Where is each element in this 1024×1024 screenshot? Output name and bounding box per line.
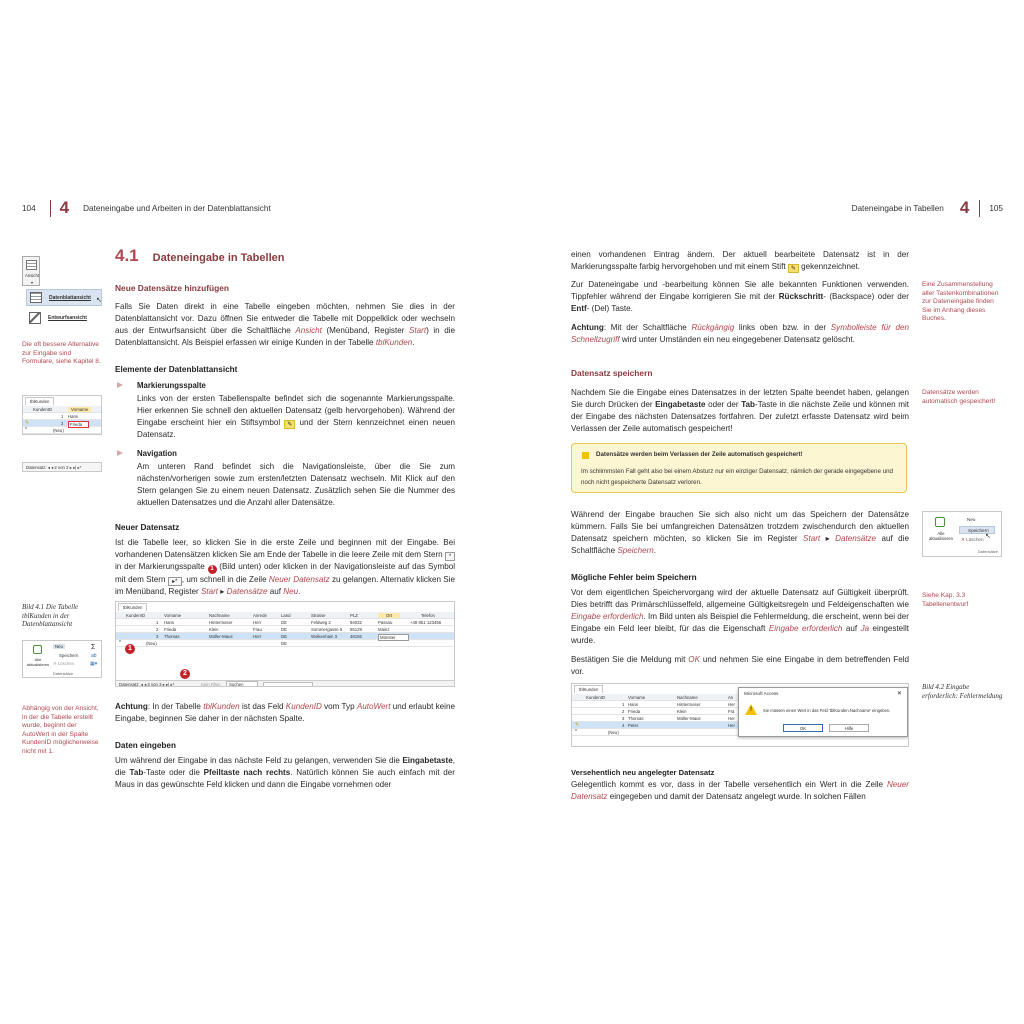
heading-datensatz-speichern: Datensatz speichern [571,368,653,378]
cell: Wolkenhain 3 [311,634,337,639]
text: - (Del) Taste. [586,303,633,313]
delete-record-label: ✕ Löschen [53,661,75,666]
text: Start [200,586,219,596]
text: auf [842,623,861,633]
col-header: Nachname [677,695,698,700]
header-divider [979,200,980,217]
section-number: 4.1 [115,246,139,265]
chapter-title-left: Dateneingabe und Arbeiten in der Datenblattansicht [83,203,271,213]
text: . [298,586,301,596]
text: . Natürlich können Sie auch einfach mit der Maus in das gewünschte Feld klicken und dann die Eingabe vornehmen oder [115,767,455,789]
text: ▸ [820,533,836,543]
text: Falls Sie Daten direkt in eine Tabelle eingeben möchten, nehmen Sie dies in der Datenblattansicht vor. Dazu öffnen Sie entweder die Tabelle mit Doppelklick oder wechseln aus der Entwurfsansicht über die Schaltfläche [115,302,455,335]
text: , die [115,756,455,777]
error-message-screenshot [571,683,909,747]
text: KundenID [285,702,322,711]
text: OK [688,655,700,664]
text: eingestellt wurde. [571,623,910,645]
close-icon[interactable]: ✕ [896,691,902,697]
text: Vor dem eigentlichen Speichervorgang wird der aktuelle Datensatz auf Gültigkeit überprüft. Dies betrifft das Primärschlüsselfeld, allgemeine Gültigkeitsregeln und Feldeigenschaften wie [571,588,909,609]
note-square-icon [582,452,589,459]
col-header: Vorname [164,613,182,618]
cell: DE [281,627,287,632]
col-header: Anrede [253,613,267,618]
table-row [23,413,101,420]
cell: Frieda [164,627,177,632]
text: Nachdem Sie die Eingabe eines Datensatzes in der letzten Spalte beendet haben, gelangen Sie durch Drücken der [571,388,909,409]
chevron-down-icon: ▾ [30,280,33,285]
menu-label: Datenblattansicht [49,295,91,301]
cell: 2 [61,421,64,426]
text: Eingabetaste [402,756,453,765]
menu-item-datenblattansicht [26,289,102,306]
text: Eingabe erforderlich [571,611,644,621]
bullet-title: Navigation [137,449,177,458]
datasheet-icon [30,292,42,303]
text: Neuer Datensatz [268,574,330,584]
dialog-title: Microsoft Access [744,691,779,696]
marker-1: 1 [208,565,217,574]
chapter-number-right: 4 [959,198,970,217]
text: : In der Tabelle [147,702,204,711]
figure-caption-4-2: Bild 4.2 Eingabe erforderlich: Fehlermeldung [922,683,1003,700]
text: (Menüband, Register [321,325,409,335]
bullet-title: Markierungsspalte [137,381,206,390]
menu-label: Entwurfsansicht [48,315,87,321]
paragraph-intro [115,301,455,349]
text: Pfeiltaste nach rechts [203,767,291,777]
cell: 3 [622,716,625,721]
pencil-icon: ✎ [575,722,580,728]
text: und erlaubt keine Eingabe, beginnen Sie daher in der nächsten Spalte. [115,702,455,723]
text: ) in die Datenblattansicht. Als Beispiel erfassen wir einige Kunden in der Tabelle [115,325,455,347]
cell: 1 [61,414,64,419]
view-menu-screenshot [22,256,104,332]
text: ▸ [218,586,227,596]
text: tblKunden [375,337,413,347]
text: Datensätze [226,586,268,596]
text: Rückschritt [778,291,824,301]
text: Zur Dateneingabe und -bearbeitung können Sie alle bekannten Funktionen verwenden. Tippfehler während der Eingabe korrigieren Sie mit der [571,280,909,301]
error-dialog [738,687,908,737]
ansicht-button [22,256,40,286]
text: Links von der ersten Tabellenspalte befindet sich die sogenannte Markierungsspalte. Hier erkennen Sie schnell den aktuellen Datensatz (gelb hervorgehoben). Während der Eingabe erscheint hier ein Stiftsymbol [137,394,455,427]
header-divider [50,200,51,217]
text: eingegeben und damit der Datensatz angelegt wurde. In solchen Fällen [607,791,866,801]
text: (Bild unten) oder klicken in der Navigationsleiste auf das Symbol mit dem Stern [115,561,455,584]
table-row-new [116,640,454,647]
col-header: KundenID [126,613,146,618]
page-number-right: 105 [989,203,1003,213]
paragraph-speichern-2 [571,509,909,557]
delete-label: Löschen [57,661,75,666]
cell: Herr [253,634,262,639]
text: . [653,545,657,555]
paragraph-bestaetigen [571,654,909,678]
cell: Frau [253,627,262,632]
page-number-left: 104 [22,203,36,213]
table-tab: tblKunden [25,397,54,405]
cell: Hans [68,414,79,419]
cell: Mainz [378,627,390,632]
navigation-bar [116,680,454,687]
text: Eingabe erforderlich [768,623,843,633]
cell: 2 [156,627,159,632]
sum-icon: Σ [91,644,96,651]
callout-title: Datensätze werden beim Verlassen der Zeile automatisch gespeichert! [596,451,803,458]
text: - (Backspace) oder der [823,291,909,301]
col-header: Vorname [68,407,91,412]
cell: Peter [628,723,639,728]
pencil-icon: ✎ [788,264,799,273]
text: , um schnell in die Zeile [181,574,269,584]
section-heading [115,246,284,266]
cell: Münster [378,634,409,641]
running-header-left [22,198,271,218]
cell: Hintermoser [677,702,701,707]
cell: Hans [164,620,175,625]
group-label: Datensätze [977,549,998,554]
col-header: Nachname [209,613,230,618]
callout-body: Im schlimmsten Fall geht also bei einem Absturz nur ein einziger Datensatz, nämlich der gerade eingegebene und noch nicht gespeicherte Datensatz verloren. [581,468,893,486]
text: oder der [705,399,742,409]
cell: 48156 [350,634,362,639]
filter-label: Kein Filter [201,682,221,687]
pencil-icon: ✎ [284,420,295,429]
ribbon-save-screenshot [922,511,1002,557]
text: AutoWert [356,702,391,711]
paragraph-achtung-right [571,322,909,346]
text: links oben bzw. in der [734,323,831,332]
refresh-icon [33,645,42,654]
refresh-icon [935,517,945,527]
text: und nehmen Sie eine Eingabe in dem betreffenden Feld vor. [571,655,909,676]
text: -Taste oder die [143,767,204,777]
margin-note-autowert: Abhängig von der Ansicht, in der die Tabelle erstellt wurde, beginnt der AutoWert in der Spalte KundenID möglicherweise nicht mit 1. [22,705,99,755]
dialog-ok-button[interactable]: OK [783,724,823,732]
more-icon: ▦▾ [90,661,98,667]
cell: 1 [156,620,159,625]
running-header-right [852,198,1003,218]
col-header: Strasse [311,613,326,618]
delete-label: Löschen [966,537,984,542]
text: Tab [129,767,144,777]
cell: Fra [728,709,735,714]
col-header: Vorname [628,695,646,700]
ribbon-records-screenshot [22,640,102,678]
ansicht-label: Ansicht [24,273,40,278]
new-label: Neu [967,517,976,522]
cell: Her [728,702,735,707]
margin-note-tastenkombinationen: Eine Zusammenstellung aller Tastenkombinationen zur Dateneingabe finden Sie im Anhang dieses Buches. [922,281,999,323]
text: auf die Schaltfläche [571,533,909,555]
col-header: Telefon [421,613,435,618]
cell: 2 [622,709,625,714]
col-header: PLZ [350,613,358,618]
text: Neuer Datensatz [571,780,909,801]
spelling-icon: ab [91,653,97,659]
save-label: Speichern [968,528,989,533]
dialog-message: Sie müssen einen Wert in das Feld 'tblKunden.Nachname' eingeben. [763,708,891,713]
cell: Hans [628,702,639,707]
text: Datensätze [835,533,877,543]
dialog-help-button[interactable]: Hilfe [829,724,869,732]
paragraph-versehentlich [571,779,909,803]
text: ist das Feld [239,702,286,711]
text: Speichern [617,545,654,555]
text: Um während der Eingabe in das nächste Feld zu gelangen, verwenden Sie die [115,756,403,765]
search-field: Suchen [226,681,258,687]
paragraph-right-2 [571,279,909,315]
chapter-title-right: Dateneingabe in Tabellen [851,203,944,213]
cell: 1 [622,702,625,707]
paragraph-right-1 [571,249,909,273]
warning-exclamation: ! [750,707,752,713]
scrollbar [263,682,313,687]
marker-2: 2 [180,669,190,679]
text: einen vorhandenen Eintrag ändern. Der aktuell bearbeitete Datensatz ist in der Markierungsspalte farbig hervorgehoben und mit einem Stift [571,250,909,271]
text: Ja [860,623,870,633]
col-header: Ort [378,613,400,618]
text: Gelegentlich kommt es vor, dass in der Tabelle versehentlich ein Wert in die Zeile [571,780,887,789]
cursor-icon: ↖ [96,297,102,304]
text: Bestätigen Sie die Meldung mit [571,655,689,664]
text: Achtung [115,702,148,711]
new-label: Neu [55,644,63,649]
cursor-icon: ↖ [985,533,991,540]
text: . Im Bild unten als Beispiel die Fehlermeldung, die erscheint, wenn bei der Eingabe ein Feld leer bleibt, für das die Eigenschaft [571,611,909,633]
table-row [116,626,454,633]
paragraph-neuer-datensatz [115,537,455,598]
info-callout [571,443,907,493]
heading-neuer-datensatz: Neuer Datensatz [115,523,180,532]
text: Rückgängig [691,323,735,332]
text: Eingabetaste [655,399,706,409]
marker-1: 1 [125,644,135,654]
cell: (Neu) [53,428,64,433]
header-row [116,612,454,619]
paragraph-daten-eingeben [115,755,455,791]
star-icon: * [445,552,455,561]
cell: 55129 [350,627,362,632]
text: in der Markierungsspalte [115,561,208,571]
mini-navigation-bar [22,462,102,472]
nav-label: Datensatz: ◂ ◂ 3 von 3 ▸ ▸| ▸* [119,682,175,687]
refresh-all-label: Alle aktualisieren [26,657,50,667]
datasheet-icon [26,260,37,270]
cell: (Neu) [146,641,157,646]
bullet-triangle-icon [117,450,123,456]
cell: 4 [622,723,625,728]
cell: Sommergasse 5 [311,627,343,632]
refresh-all-label: Alle aktualisieren [928,531,954,541]
text: Tab [741,399,755,409]
menu-item-entwurfsansicht [26,310,102,327]
paragraph-fehler [571,587,909,647]
text: zu gelangen. Alternativ klicken Sie im Menüband, Register [115,574,455,596]
figure-caption-4-1: Bild 4.1 Die Tabelle tblKunden in der Datenblattansicht [22,603,79,629]
star-icon: * [575,729,577,735]
new-record-nav-icon: ▸* [168,577,182,586]
cell: Her [728,723,735,728]
text: auf [267,586,284,596]
col-header: Land [281,613,291,618]
cell: +49 851 123456 [410,620,442,625]
text: Entf [571,303,587,313]
paragraph-achtung-left [115,701,455,725]
nav-label: Datensatz: ◂ ◂ 2 von 2 ▸ ▸| ▸* [26,465,82,470]
cell: DE [281,641,287,646]
text: Achtung [571,323,604,332]
text: -Taste in die nächste Zeile und können mit der Eingabe des nächsten Datensatzes fortfahren. Der zuletzt erfasste Datensatz wird beim Verlassen der Zeile automatisch gespeichert! [571,399,909,433]
cell: Müller-Maus [677,716,701,721]
text: tblKunden [203,702,240,711]
section-title: Dateneingabe in Tabellen [152,252,285,264]
cell: Hintermoser [209,620,233,625]
heading-elemente: Elemente der Datenblattansicht [115,365,238,374]
text: und der Stern kennzeichnet einen neuen Datensatz. [137,417,455,439]
cell: Klein [677,709,687,714]
text: vom Typ [321,702,357,711]
col-header: KundenID [586,695,606,700]
cell: Frieda [628,709,641,714]
heading-neue-datensaetze: Neue Datensätze hinzufügen [115,283,230,293]
heading-daten-eingeben: Daten eingeben [115,741,176,750]
cell: Klein [209,627,219,632]
margin-note-formulare: Die oft bessere Alternative zur Eingabe sind Formulare, siehe Kapitel 8. [22,341,101,366]
bullet-text [137,393,455,441]
bullet-triangle-icon [117,382,123,388]
heading-fehler: Mögliche Fehler beim Speichern [571,573,697,582]
table-tab: tblKunden [118,603,147,611]
bullet-text: Am unteren Rand befindet sich die Navigationsleiste, über die Sie zum nächsten/vorherigen sowie zum ersten/letzten Datensatz wechseln. Mit Klick auf den Stern gelangen Sie zu einem neuen Datensatz. Zusätzlich sehen Sie die Nummer des aktuellen Datensatzes und die Anzahl aller Datensätze. [137,462,455,507]
cell: DE [281,634,287,639]
save-label: Speichern [59,653,79,658]
delete-record-label: ✕ Löschen [961,537,984,542]
cell: Frieda [68,421,89,428]
datasheet-screenshot-4-1 [115,601,455,687]
table-row [23,420,101,427]
text: Während der Eingabe brauchen Sie sich also nicht um das Speichern der Datensätze kümmern. Falls Sie bei umfangreichen Datensätzen trotzdem zwischendurch den aktuellen Datensatz speichern möchten, so klicken Sie im Register [571,510,909,543]
cell: Feldweg 2 [311,620,331,625]
text: : Mit der Schaltfläche [603,323,692,332]
text: Symbolleiste für den Schnellzugriff [571,323,909,344]
col-header: KundenID [33,407,53,412]
cell: Müller-Maus [209,634,233,639]
text: Start [408,325,427,335]
text: . [412,337,415,347]
table-row [116,619,454,626]
heading-versehentlich: Versehentlich neu angelegter Datensatz [571,768,715,777]
star-icon: * [119,640,121,646]
text: Neu [283,586,299,596]
cell: (Neu) [608,730,619,735]
cell: 94032 [350,620,362,625]
cell: Herr [253,620,262,625]
group-label: Datensätze [52,671,74,676]
col-header: An [728,695,734,700]
chapter-number-left: 4 [59,198,70,217]
text: Ansicht [295,325,322,335]
text: Start [803,533,821,543]
margin-note-tabellenentwurf: Siehe Kap. 3.3 Tabellenentwurf [922,592,969,608]
cell: Passau [378,620,393,625]
paragraph-speichern [571,387,909,435]
margin-note-automatisch: Datensätze werden automatisch gespeichert! [922,389,996,405]
new-record-button [53,644,65,649]
cell: Thomas [628,716,644,721]
cell: Thomas [164,634,180,639]
text: Ist die Tabelle leer, so klicken Sie in die erste Zeile und beginnen mit der Eingabe. Bei vorhandenen Datensätzen klicken Sie am Ende der Tabelle in die leere Zeile mit dem Stern [115,538,455,559]
text: gekennzeichnet. [798,261,861,271]
table-row-selected [116,633,454,640]
star-icon: * [25,427,27,433]
table-row [23,427,101,434]
text: wird unter Umständen ein neu eingegebener Datensatz gelöscht. [619,334,855,344]
cell: DE [281,620,287,625]
header-row [23,406,101,413]
cell: 3 [156,634,159,639]
mini-datasheet-screenshot [22,395,102,435]
design-view-icon [29,312,41,324]
cell: Her [728,716,735,721]
pencil-icon: ✎ [25,420,30,426]
table-tab: tblKunden [574,685,603,693]
